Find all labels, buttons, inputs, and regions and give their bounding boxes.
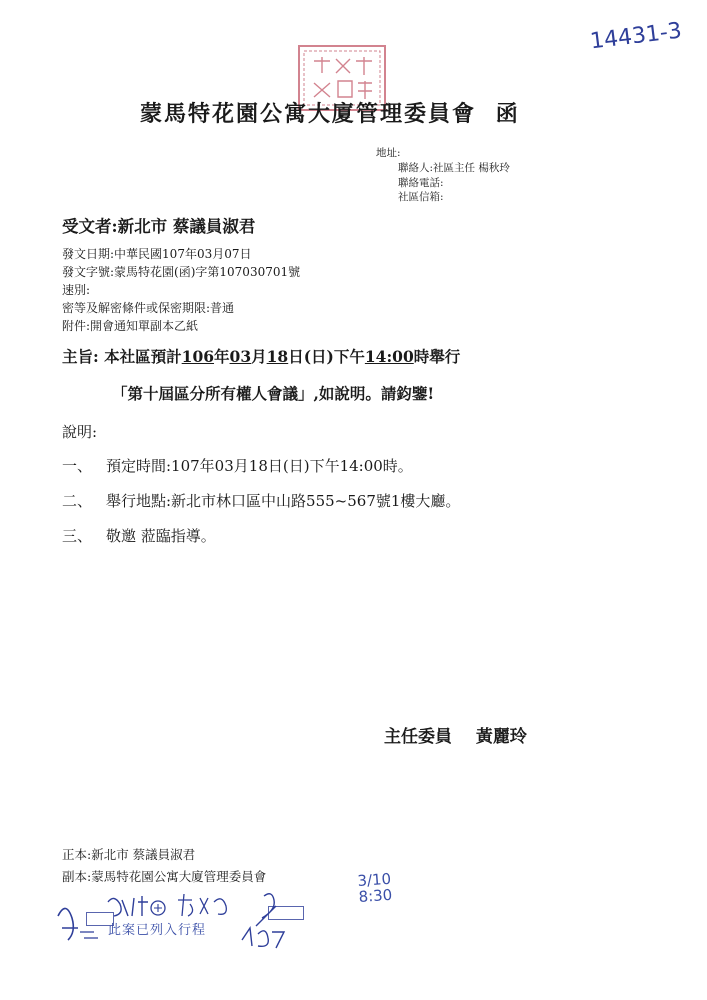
subject-line-2: 「第十屆區分所有權人會議」,如說明。請鈞鑒! xyxy=(112,384,435,403)
original-recipient: 正本:新北市 蔡議員淑君 xyxy=(62,847,196,862)
address-label: 地址: xyxy=(376,147,401,159)
registration-stamp-left xyxy=(86,912,114,926)
confidentiality-field: 密等及解密條件或保密期限:普通 xyxy=(62,301,235,315)
subject-day-unit: 日(日)下午 xyxy=(288,347,365,366)
handwritten-date-note: 3/10 8:30 xyxy=(356,869,393,907)
org-title: 蒙馬特花園公寓大廈管理委員會 xyxy=(140,101,477,127)
item-text: 敬邀 蒞臨指導。 xyxy=(106,527,216,545)
signature-block xyxy=(384,722,527,747)
signature-name: 黃麗玲 xyxy=(475,727,527,747)
subject-year-unit: 年 xyxy=(214,347,230,366)
registration-stamp-right xyxy=(268,906,304,920)
explanation-label: 說明: xyxy=(62,423,98,441)
issue-date: 發文日期:中華民國107年03月07日 xyxy=(62,247,252,261)
subject-month-unit: 月 xyxy=(251,347,267,366)
doc-kind: 函 xyxy=(495,101,520,127)
subject-time: 14:00 xyxy=(364,347,414,366)
copy-recipient: 副本:蒙馬特花園公寓大廈管理委員會 xyxy=(62,869,267,884)
subject-text-post: 時舉行 xyxy=(413,347,461,366)
subject-label: 主旨: xyxy=(62,347,99,366)
recipient: 受文者:新北市 蔡議員淑君 xyxy=(62,217,256,236)
contact-phone: 聯絡電話: xyxy=(398,177,444,189)
subject-month: 03 xyxy=(229,347,252,366)
scheduled-note: 此案已列入行程 xyxy=(108,923,207,938)
item-number: 二、 xyxy=(62,492,93,510)
subject-line-1 xyxy=(62,345,460,367)
speed-field: 速別: xyxy=(62,283,91,297)
attachment-field: 附件:開會通知單副本乙紙 xyxy=(62,319,199,333)
item-number: 三、 xyxy=(62,527,93,545)
explanation-item-1 xyxy=(62,455,413,476)
contact-person: 聯絡人:社區主任 楊秋玲 xyxy=(398,162,510,174)
subject-day: 18 xyxy=(266,347,289,366)
item-number: 一、 xyxy=(62,457,93,475)
explanation-item-3 xyxy=(62,525,216,546)
document-title xyxy=(140,97,520,128)
signature-title: 主任委員 xyxy=(384,727,452,747)
item-text: 舉行地點:新北市林口區中山路555~567號1樓大廳。 xyxy=(106,492,461,510)
item-text: 預定時間:107年03月18日(日)下午14:00時。 xyxy=(106,457,413,475)
handwritten-file-number: 14431-3 xyxy=(588,18,684,55)
issue-number: 發文字號:蒙馬特花園(函)字第107030701號 xyxy=(62,265,301,279)
subject-year: 106 xyxy=(181,347,215,366)
subject-text-pre: 本社區預計 xyxy=(104,347,182,366)
explanation-item-2 xyxy=(62,490,460,511)
community-mailbox: 社區信箱: xyxy=(398,191,444,203)
